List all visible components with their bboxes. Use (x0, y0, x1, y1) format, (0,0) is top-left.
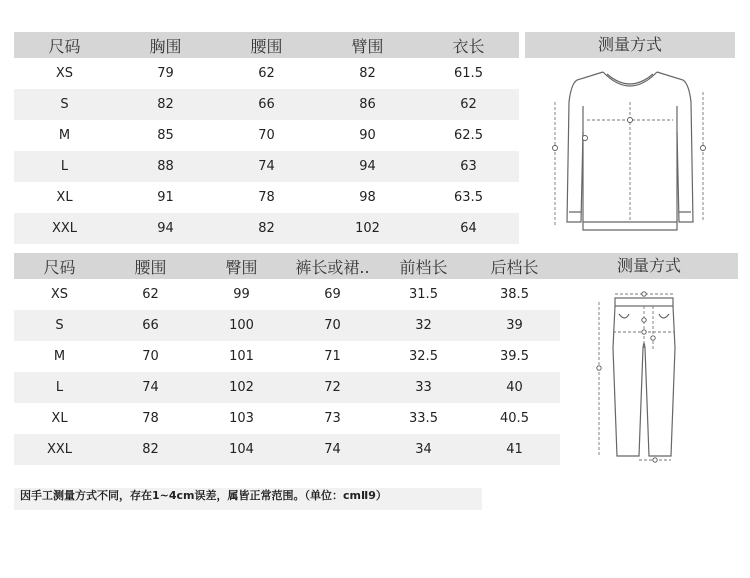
bottom-header-length: 裤长或裙.. (287, 253, 378, 279)
value-cell: 62 (258, 66, 275, 81)
value-cell: 94 (317, 151, 418, 182)
sweater-measure-diagram-icon (545, 62, 715, 237)
value-cell: 62 (418, 89, 519, 120)
value-cell: 61.5 (454, 66, 483, 81)
table-row (14, 120, 519, 151)
value-cell: 33.5 (409, 411, 438, 426)
size-cell: XL (56, 190, 73, 205)
measurement-note: 因手工测量方式不同，存在1~4cm误差，属皆正常范围。（单位：cmⅡ9） (14, 488, 482, 510)
value-cell: 88 (115, 151, 216, 182)
bottom-header-waist: 腰围 (105, 253, 196, 279)
value-cell: 74 (216, 151, 317, 182)
bottom-table-header-row (14, 253, 560, 279)
size-cell: M (58, 128, 71, 143)
table-row (14, 182, 519, 213)
table-row (14, 151, 519, 182)
value-cell: 32.5 (409, 349, 438, 364)
value-cell: 70 (287, 310, 378, 341)
top-header-size: 尺码 (14, 32, 115, 58)
size-cell: M (53, 349, 66, 364)
pants-measure-diagram-icon (585, 288, 705, 468)
table-row (14, 58, 519, 89)
table-row (14, 341, 560, 372)
value-cell: 91 (157, 190, 174, 205)
value-cell: 102 (196, 372, 287, 403)
value-cell: 40 (469, 372, 560, 403)
value-cell: 82 (359, 66, 376, 81)
value-cell: 82 (115, 89, 216, 120)
value-cell: 103 (229, 411, 254, 426)
table-row (14, 89, 519, 120)
value-cell: 34 (378, 434, 469, 465)
value-cell: 32 (378, 310, 469, 341)
value-cell: 71 (324, 349, 341, 364)
value-cell: 73 (324, 411, 341, 426)
value-cell: 104 (196, 434, 287, 465)
bottom-measure-header: 测量方式 (560, 253, 738, 279)
value-cell: 74 (105, 372, 196, 403)
value-cell: 64 (418, 213, 519, 244)
value-cell: 100 (196, 310, 287, 341)
value-cell: 62 (142, 287, 159, 302)
top-header-waist: 腰围 (216, 32, 317, 58)
value-cell: 86 (317, 89, 418, 120)
top-size-table (14, 32, 519, 244)
size-cell: XXL (14, 213, 115, 244)
value-cell: 41 (469, 434, 560, 465)
value-cell: 33 (378, 372, 469, 403)
table-row (14, 213, 519, 244)
size-cell: XXL (14, 434, 105, 465)
value-cell: 74 (287, 434, 378, 465)
value-cell: 98 (359, 190, 376, 205)
bottom-size-table (14, 253, 560, 465)
top-measure-header: 测量方式 (525, 32, 735, 58)
value-cell: 40.5 (500, 411, 529, 426)
bottom-header-size: 尺码 (14, 253, 105, 279)
value-cell: 66 (105, 310, 196, 341)
table-row (14, 434, 560, 465)
value-cell: 72 (287, 372, 378, 403)
value-cell: 78 (258, 190, 275, 205)
value-cell: 85 (157, 128, 174, 143)
top-header-arm: 臂围 (317, 32, 418, 58)
bottom-header-front-rise: 前档长 (378, 253, 469, 279)
value-cell: 79 (157, 66, 174, 81)
size-cell: S (14, 89, 115, 120)
value-cell: 63 (418, 151, 519, 182)
value-cell: 90 (359, 128, 376, 143)
value-cell: 70 (258, 128, 275, 143)
top-header-chest: 胸围 (115, 32, 216, 58)
value-cell: 31.5 (409, 287, 438, 302)
bottom-header-hip: 臀围 (196, 253, 287, 279)
value-cell: 70 (142, 349, 159, 364)
value-cell: 66 (216, 89, 317, 120)
size-cell: XS (55, 66, 74, 81)
value-cell: 62.5 (454, 128, 483, 143)
size-cell: XL (51, 411, 68, 426)
bottom-header-back-rise: 后档长 (469, 253, 560, 279)
value-cell: 101 (229, 349, 254, 364)
value-cell: 39 (469, 310, 560, 341)
size-cell: XS (50, 287, 69, 302)
size-cell: L (14, 151, 115, 182)
size-cell: S (14, 310, 105, 341)
top-table-header-row (14, 32, 519, 58)
table-row (14, 279, 560, 310)
value-cell: 38.5 (500, 287, 529, 302)
value-cell: 63.5 (454, 190, 483, 205)
value-cell: 39.5 (500, 349, 529, 364)
value-cell: 78 (142, 411, 159, 426)
value-cell: 94 (115, 213, 216, 244)
value-cell: 82 (216, 213, 317, 244)
top-header-length: 衣长 (418, 32, 519, 58)
table-row (14, 403, 560, 434)
value-cell: 99 (233, 287, 250, 302)
value-cell: 82 (105, 434, 196, 465)
table-row (14, 372, 560, 403)
size-cell: L (14, 372, 105, 403)
value-cell: 102 (317, 213, 418, 244)
value-cell: 69 (324, 287, 341, 302)
table-row (14, 310, 560, 341)
